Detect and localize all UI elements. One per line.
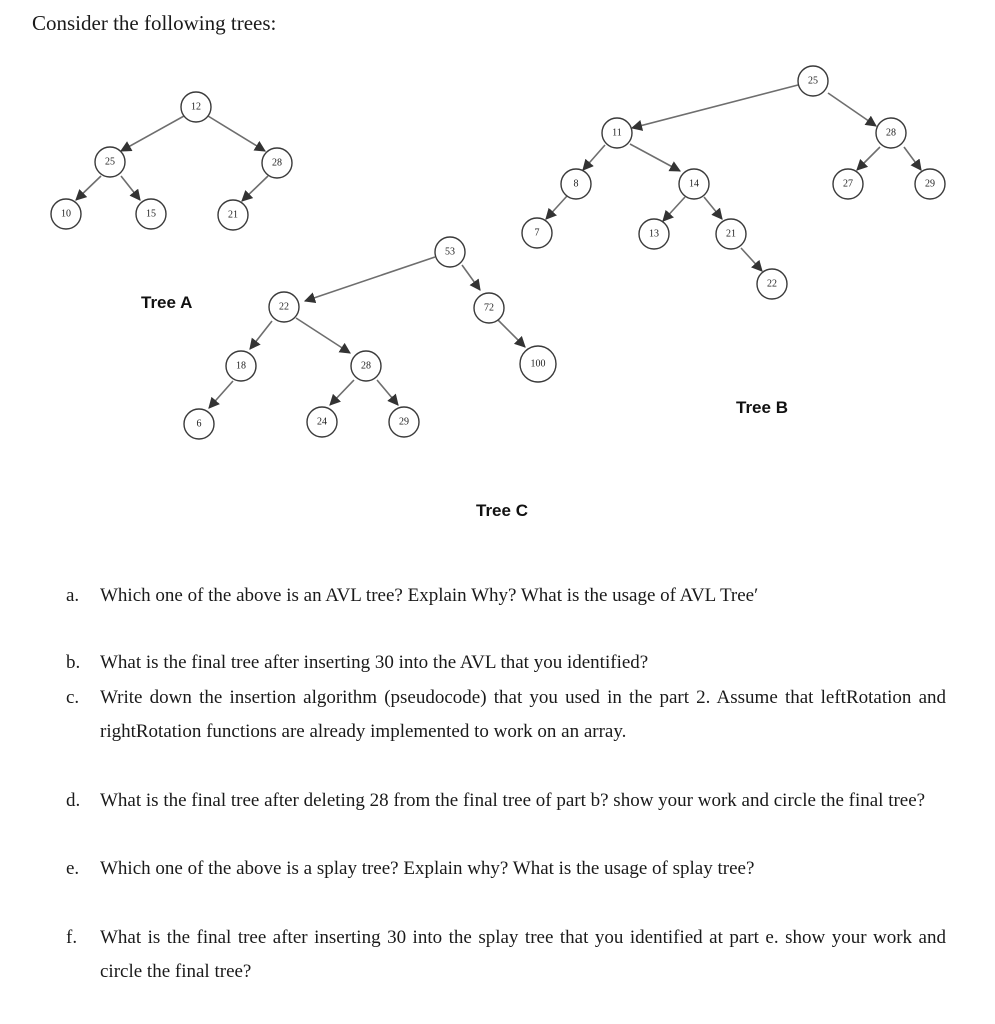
- tree-c-node-value: 6: [196, 418, 202, 430]
- tree-a-node: [136, 199, 166, 229]
- tree-c-label: Tree C: [476, 501, 528, 520]
- tree-b-node-value: 14: [689, 178, 699, 190]
- question-letter: a.: [66, 585, 80, 606]
- tree-b-node-value: 13: [649, 228, 659, 240]
- tree-c-edge-28-24: [330, 380, 354, 405]
- tree-b-edge-11-8: [583, 145, 605, 170]
- question-d: [66, 784, 946, 818]
- tree-a-edge-25-10: [76, 176, 101, 200]
- tree-a-node-value: 10: [61, 208, 71, 220]
- question-letter: b.: [66, 652, 81, 673]
- tree-b-node-value: 22: [767, 278, 777, 290]
- tree-b-node-value: 7: [534, 227, 540, 239]
- question-e: [66, 852, 946, 886]
- tree-c-edge-22-18: [250, 321, 272, 349]
- tree-c-node: [389, 407, 419, 437]
- question-b: [66, 646, 946, 680]
- tree-c-node: [307, 407, 337, 437]
- tree-b-edge-8-7: [546, 196, 567, 219]
- tree-b-node: [833, 169, 863, 199]
- tree-b-edge-25-28: [828, 93, 876, 126]
- tree-c-node: [226, 351, 256, 381]
- tree-c-node-value: 72: [484, 302, 494, 314]
- tree-b-node: [639, 219, 669, 249]
- tree-b-label: Tree B: [736, 398, 788, 417]
- tree-b-node-value: 27: [843, 178, 853, 190]
- tree-b-edge-21-22: [741, 248, 762, 271]
- tree-c: [184, 237, 556, 520]
- tree-b-node-value: 11: [612, 127, 622, 139]
- question-text: What is the final tree after inserting 30 into the AVL that you identified?: [100, 652, 649, 673]
- question-letter: e.: [66, 858, 80, 879]
- tree-a-node-value: 15: [146, 208, 156, 220]
- tree-a-node-value: 12: [191, 101, 201, 113]
- tree-a-edge-28-21: [242, 176, 268, 201]
- tree-a-node-value: 28: [272, 157, 282, 169]
- tree-c-node-value: 29: [399, 416, 409, 428]
- tree-a: [51, 92, 292, 312]
- tree-c-edge-18-6: [209, 381, 233, 408]
- tree-a-node-value: 25: [105, 156, 115, 168]
- tree-c-edge-28-29: [377, 380, 398, 405]
- tree-b-node: [915, 169, 945, 199]
- tree-c-node: [435, 237, 465, 267]
- tree-c-edges: [209, 257, 525, 408]
- tree-a-edge-12-28: [208, 116, 265, 151]
- tree-c-node-value: 100: [530, 358, 546, 370]
- tree-c-node-value: 24: [317, 416, 327, 428]
- tree-a-node-value: 21: [228, 209, 238, 221]
- tree-a-node: [181, 92, 211, 122]
- tree-b-node-value: 29: [925, 178, 935, 190]
- tree-a-node: [95, 147, 125, 177]
- tree-b: [522, 66, 945, 417]
- tree-a-node: [262, 148, 292, 178]
- tree-b-node-value: 8: [573, 178, 579, 190]
- tree-c-edge-53-22: [305, 257, 435, 301]
- question-text: What is the final tree after inserting 30 into the splay tree that you identified at part e. show your work and circle the final tree?: [100, 927, 946, 982]
- tree-c-node: [520, 346, 556, 382]
- tree-b-edge-14-21: [704, 197, 722, 219]
- tree-b-edge-14-13: [663, 197, 685, 221]
- tree-b-node: [561, 169, 591, 199]
- tree-b-node: [876, 118, 906, 148]
- tree-b-node: [716, 219, 746, 249]
- tree-b-node: [679, 169, 709, 199]
- tree-b-node: [522, 218, 552, 248]
- question-c: [66, 681, 946, 749]
- tree-b-edge-28-27: [857, 147, 880, 170]
- tree-a-edge-25-15: [121, 176, 140, 200]
- tree-c-edge-22-28: [296, 318, 350, 353]
- tree-c-node: [184, 409, 214, 439]
- tree-b-edge-25-11: [632, 85, 798, 128]
- tree-b-node-value: 25: [808, 75, 818, 87]
- intro-text: Consider the following trees:: [32, 11, 277, 35]
- tree-c-node-value: 28: [361, 360, 371, 372]
- tree-c-edge-53-72: [462, 265, 480, 290]
- tree-a-label: Tree A: [141, 293, 193, 312]
- tree-c-node-value: 22: [279, 301, 289, 313]
- tree-c-node: [474, 293, 504, 323]
- question-letter: d.: [66, 790, 81, 811]
- tree-b-node-value: 21: [726, 228, 736, 240]
- question-text: Which one of the above is a splay tree? Explain why? What is the usage of splay tree?: [100, 858, 755, 879]
- tree-b-node-value: 28: [886, 127, 896, 139]
- tree-c-node: [269, 292, 299, 322]
- tree-b-node: [757, 269, 787, 299]
- tree-c-node-value: 53: [445, 246, 455, 258]
- question-text: Which one of the above is an AVL tree? Explain Why? What is the usage of AVL Tree′: [100, 585, 759, 606]
- question-text: What is the final tree after deleting 28 from the final tree of part b? show your work and circle the final tree?: [100, 790, 926, 811]
- tree-b-edge-28-29: [904, 147, 921, 170]
- question-letter: f.: [66, 927, 78, 948]
- tree-a-node: [51, 199, 81, 229]
- tree-c-edge-72-100: [498, 320, 525, 347]
- tree-c-node: [351, 351, 381, 381]
- tree-b-node: [798, 66, 828, 96]
- tree-c-node-value: 18: [236, 360, 246, 372]
- tree-b-node: [602, 118, 632, 148]
- tree-b-edge-11-14: [630, 144, 680, 171]
- question-letter: c.: [66, 687, 80, 708]
- question-a: [66, 579, 946, 613]
- question-text: Write down the insertion algorithm (pseudocode) that you used in the part 2. Assume that leftRotation and rightRotation functions are already implemented to work on an array.: [100, 687, 946, 742]
- tree-a-node: [218, 200, 248, 230]
- tree-a-edge-12-25: [121, 116, 184, 151]
- question-f: [66, 921, 946, 989]
